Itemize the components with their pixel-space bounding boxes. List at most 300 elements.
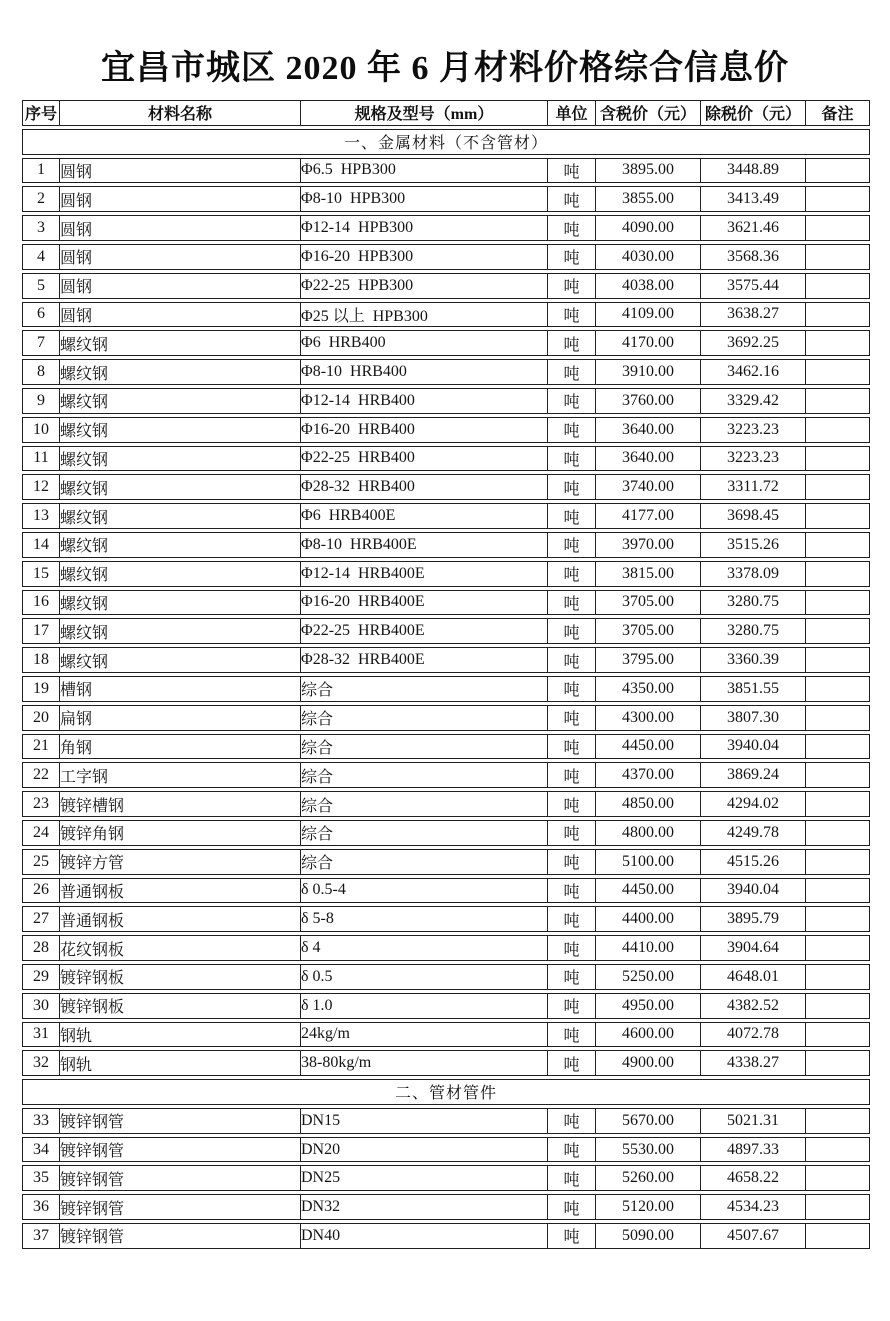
unit-cell: 吨 (548, 158, 596, 184)
row-number-cell: 19 (22, 676, 60, 702)
unit-cell: 吨 (548, 676, 596, 702)
row-number-cell: 22 (22, 762, 60, 788)
section-header: 二、管材管件 (22, 1079, 870, 1105)
tax-price-cell: 5090.00 (596, 1223, 701, 1249)
tax-price-cell: 5120.00 (596, 1194, 701, 1220)
material-name-cell: 螺纹钢 (60, 446, 301, 472)
net-price-cell: 3807.30 (701, 705, 806, 731)
tax-price-cell: 4370.00 (596, 762, 701, 788)
spec-model-cell: Φ12-14 HRB400 (301, 388, 548, 414)
material-name-cell: 镀锌钢管 (60, 1108, 301, 1134)
unit-cell: 吨 (548, 849, 596, 875)
table-row (22, 474, 870, 500)
table-row (22, 359, 870, 385)
net-price-cell: 3621.46 (701, 215, 806, 241)
row-number-cell: 4 (22, 244, 60, 270)
note-cell (806, 878, 870, 904)
row-number-cell: 34 (22, 1137, 60, 1163)
net-price-cell: 4534.23 (701, 1194, 806, 1220)
spec-model-cell: DN40 (301, 1223, 548, 1249)
net-price-cell: 3698.45 (701, 503, 806, 529)
row-number-cell: 11 (22, 446, 60, 472)
tax-price-cell: 3740.00 (596, 474, 701, 500)
table-row (22, 618, 870, 644)
unit-cell: 吨 (548, 273, 596, 299)
unit-cell: 吨 (548, 417, 596, 443)
row-number-cell: 26 (22, 878, 60, 904)
table-row (22, 1022, 870, 1048)
row-number-cell: 24 (22, 820, 60, 846)
spec-model-cell: Φ22-25 HRB400E (301, 618, 548, 644)
row-number-cell: 31 (22, 1022, 60, 1048)
note-cell (806, 186, 870, 212)
tax-price-cell: 4450.00 (596, 734, 701, 760)
row-number-cell: 3 (22, 215, 60, 241)
note-cell (806, 618, 870, 644)
tax-price-cell: 4600.00 (596, 1022, 701, 1048)
unit-cell: 吨 (548, 878, 596, 904)
spec-model-cell: Φ16-20 HRB400E (301, 590, 548, 616)
table-row (22, 532, 870, 558)
note-cell (806, 1137, 870, 1163)
spec-model-cell: 综合 (301, 676, 548, 702)
net-price-cell: 3638.27 (701, 302, 806, 328)
table-row (22, 302, 870, 328)
material-name-cell: 钢轨 (60, 1022, 301, 1048)
material-name-cell: 螺纹钢 (60, 618, 301, 644)
net-price-cell: 3448.89 (701, 158, 806, 184)
material-name-cell: 圆钢 (60, 158, 301, 184)
spec-model-cell: Φ22-25 HRB400 (301, 446, 548, 472)
table-row (22, 820, 870, 846)
material-name-cell: 螺纹钢 (60, 474, 301, 500)
spec-model-cell: Φ28-32 HRB400E (301, 647, 548, 673)
net-price-cell: 4507.67 (701, 1223, 806, 1249)
material-name-cell: 螺纹钢 (60, 330, 301, 356)
tax-price-cell: 3970.00 (596, 532, 701, 558)
table-row (22, 849, 870, 875)
net-price-cell: 3869.24 (701, 762, 806, 788)
note-cell (806, 1022, 870, 1048)
row-number-cell: 2 (22, 186, 60, 212)
material-name-cell: 镀锌方管 (60, 849, 301, 875)
note-cell (806, 417, 870, 443)
column-header: 除税价（元） (701, 100, 806, 126)
table-header-row (22, 100, 870, 126)
row-number-cell: 18 (22, 647, 60, 673)
spec-model-cell: δ 4 (301, 935, 548, 961)
note-cell (806, 503, 870, 529)
material-name-cell: 镀锌钢管 (60, 1223, 301, 1249)
table-row (22, 964, 870, 990)
unit-cell: 吨 (548, 215, 596, 241)
unit-cell: 吨 (548, 330, 596, 356)
note-cell (806, 244, 870, 270)
table-row (22, 186, 870, 212)
tax-price-cell: 4177.00 (596, 503, 701, 529)
unit-cell: 吨 (548, 388, 596, 414)
table-row (22, 215, 870, 241)
note-cell (806, 734, 870, 760)
unit-cell: 吨 (548, 906, 596, 932)
note-cell (806, 964, 870, 990)
spec-model-cell: Φ8-10 HRB400 (301, 359, 548, 385)
table-row (22, 1108, 870, 1134)
material-name-cell: 圆钢 (60, 302, 301, 328)
table-row (22, 878, 870, 904)
material-name-cell: 镀锌角钢 (60, 820, 301, 846)
net-price-cell: 4072.78 (701, 1022, 806, 1048)
spec-model-cell: Φ22-25 HPB300 (301, 273, 548, 299)
row-number-cell: 12 (22, 474, 60, 500)
unit-cell: 吨 (548, 244, 596, 270)
net-price-cell: 3413.49 (701, 186, 806, 212)
table-row (22, 561, 870, 587)
net-price-cell: 4515.26 (701, 849, 806, 875)
table-row (22, 1223, 870, 1249)
row-number-cell: 36 (22, 1194, 60, 1220)
net-price-cell: 3311.72 (701, 474, 806, 500)
tax-price-cell: 3855.00 (596, 186, 701, 212)
material-name-cell: 钢轨 (60, 1050, 301, 1076)
note-cell (806, 791, 870, 817)
table-row (22, 906, 870, 932)
unit-cell: 吨 (548, 1137, 596, 1163)
row-number-cell: 37 (22, 1223, 60, 1249)
net-price-cell: 3378.09 (701, 561, 806, 587)
row-number-cell: 14 (22, 532, 60, 558)
spec-model-cell: 综合 (301, 820, 548, 846)
material-name-cell: 普通钢板 (60, 878, 301, 904)
table-row (22, 1194, 870, 1220)
net-price-cell: 3904.64 (701, 935, 806, 961)
table-row (22, 244, 870, 270)
material-name-cell: 镀锌钢板 (60, 964, 301, 990)
spec-model-cell: 综合 (301, 849, 548, 875)
row-number-cell: 27 (22, 906, 60, 932)
tax-price-cell: 4450.00 (596, 878, 701, 904)
row-number-cell: 20 (22, 705, 60, 731)
spec-model-cell: DN32 (301, 1194, 548, 1220)
material-name-cell: 角钢 (60, 734, 301, 760)
unit-cell: 吨 (548, 935, 596, 961)
row-number-cell: 17 (22, 618, 60, 644)
row-number-cell: 23 (22, 791, 60, 817)
column-header: 含税价（元） (596, 100, 701, 126)
tax-price-cell: 4350.00 (596, 676, 701, 702)
note-cell (806, 1165, 870, 1191)
spec-model-cell: 24kg/m (301, 1022, 548, 1048)
table-row (22, 446, 870, 472)
note-cell (806, 273, 870, 299)
material-name-cell: 镀锌钢管 (60, 1137, 301, 1163)
unit-cell: 吨 (548, 503, 596, 529)
net-price-cell: 3940.04 (701, 878, 806, 904)
net-price-cell: 3851.55 (701, 676, 806, 702)
material-name-cell: 镀锌钢板 (60, 993, 301, 1019)
table-row (22, 1165, 870, 1191)
table-row (22, 676, 870, 702)
row-number-cell: 15 (22, 561, 60, 587)
row-number-cell: 35 (22, 1165, 60, 1191)
net-price-cell: 3895.79 (701, 906, 806, 932)
table-row (22, 158, 870, 184)
row-number-cell: 25 (22, 849, 60, 875)
table-row (22, 762, 870, 788)
table-row (22, 734, 870, 760)
unit-cell: 吨 (548, 1022, 596, 1048)
note-cell (806, 906, 870, 932)
table-row (22, 705, 870, 731)
tax-price-cell: 4400.00 (596, 906, 701, 932)
tax-price-cell: 3760.00 (596, 388, 701, 414)
spec-model-cell: Φ8-10 HPB300 (301, 186, 548, 212)
table-row (22, 388, 870, 414)
net-price-cell: 3280.75 (701, 590, 806, 616)
row-number-cell: 1 (22, 158, 60, 184)
table-body (22, 129, 870, 1249)
material-name-cell: 工字钢 (60, 762, 301, 788)
spec-model-cell: Φ25 以上 HPB300 (301, 302, 548, 328)
table-row (22, 590, 870, 616)
note-cell (806, 935, 870, 961)
spec-model-cell: Φ12-14 HPB300 (301, 215, 548, 241)
section-header: 一、金属材料（不含管材） (22, 129, 870, 155)
net-price-cell: 4648.01 (701, 964, 806, 990)
spec-model-cell: δ 1.0 (301, 993, 548, 1019)
material-price-table (22, 97, 870, 1252)
net-price-cell: 3280.75 (701, 618, 806, 644)
material-name-cell: 扁钢 (60, 705, 301, 731)
note-cell (806, 762, 870, 788)
table-row (22, 417, 870, 443)
net-price-cell: 4294.02 (701, 791, 806, 817)
spec-model-cell: Φ6 HRB400E (301, 503, 548, 529)
material-name-cell: 普通钢板 (60, 906, 301, 932)
row-number-cell: 29 (22, 964, 60, 990)
material-name-cell: 螺纹钢 (60, 503, 301, 529)
unit-cell: 吨 (548, 618, 596, 644)
material-name-cell: 圆钢 (60, 273, 301, 299)
material-name-cell: 螺纹钢 (60, 647, 301, 673)
note-cell (806, 993, 870, 1019)
table-row (22, 1050, 870, 1076)
column-header: 规格及型号（mm） (301, 100, 548, 126)
net-price-cell: 3515.26 (701, 532, 806, 558)
column-header: 序号 (22, 100, 60, 126)
row-number-cell: 5 (22, 273, 60, 299)
page-title: 宜昌市城区 2020 年 6 月材料价格综合信息价 (101, 50, 789, 87)
tax-price-cell: 4850.00 (596, 791, 701, 817)
unit-cell: 吨 (548, 964, 596, 990)
note-cell (806, 590, 870, 616)
table-row (22, 1137, 870, 1163)
material-name-cell: 圆钢 (60, 186, 301, 212)
note-cell (806, 676, 870, 702)
section-row (22, 129, 870, 155)
tax-price-cell: 4300.00 (596, 705, 701, 731)
spec-model-cell: 综合 (301, 734, 548, 760)
note-cell (806, 1194, 870, 1220)
section-row (22, 1079, 870, 1105)
unit-cell: 吨 (548, 1223, 596, 1249)
unit-cell: 吨 (548, 791, 596, 817)
spec-model-cell: 综合 (301, 705, 548, 731)
net-price-cell: 4658.22 (701, 1165, 806, 1191)
row-number-cell: 6 (22, 302, 60, 328)
net-price-cell: 5021.31 (701, 1108, 806, 1134)
material-name-cell: 镀锌钢管 (60, 1165, 301, 1191)
spec-model-cell: DN20 (301, 1137, 548, 1163)
tax-price-cell: 4410.00 (596, 935, 701, 961)
row-number-cell: 7 (22, 330, 60, 356)
note-cell (806, 446, 870, 472)
tax-price-cell: 4038.00 (596, 273, 701, 299)
material-name-cell: 螺纹钢 (60, 590, 301, 616)
row-number-cell: 13 (22, 503, 60, 529)
spec-model-cell: DN15 (301, 1108, 548, 1134)
unit-cell: 吨 (548, 993, 596, 1019)
spec-model-cell: δ 5-8 (301, 906, 548, 932)
note-cell (806, 215, 870, 241)
material-name-cell: 圆钢 (60, 244, 301, 270)
material-name-cell: 螺纹钢 (60, 561, 301, 587)
unit-cell: 吨 (548, 762, 596, 788)
spec-model-cell: δ 0.5-4 (301, 878, 548, 904)
table-row (22, 935, 870, 961)
material-name-cell: 螺纹钢 (60, 532, 301, 558)
tax-price-cell: 5530.00 (596, 1137, 701, 1163)
net-price-cell: 4338.27 (701, 1050, 806, 1076)
spec-model-cell: Φ6.5 HPB300 (301, 158, 548, 184)
spec-model-cell: Φ6 HRB400 (301, 330, 548, 356)
unit-cell: 吨 (548, 359, 596, 385)
note-cell (806, 388, 870, 414)
table-row (22, 330, 870, 356)
unit-cell: 吨 (548, 734, 596, 760)
net-price-cell: 4897.33 (701, 1137, 806, 1163)
net-price-cell: 3223.23 (701, 417, 806, 443)
table-row (22, 503, 870, 529)
table-row (22, 647, 870, 673)
spec-model-cell: Φ16-20 HRB400 (301, 417, 548, 443)
row-number-cell: 28 (22, 935, 60, 961)
tax-price-cell: 4030.00 (596, 244, 701, 270)
spec-model-cell: DN25 (301, 1165, 548, 1191)
tax-price-cell: 3705.00 (596, 618, 701, 644)
note-cell (806, 1050, 870, 1076)
spec-model-cell: Φ28-32 HRB400 (301, 474, 548, 500)
tax-price-cell: 4900.00 (596, 1050, 701, 1076)
unit-cell: 吨 (548, 1108, 596, 1134)
tax-price-cell: 3910.00 (596, 359, 701, 385)
net-price-cell: 3692.25 (701, 330, 806, 356)
column-header: 材料名称 (60, 100, 301, 126)
tax-price-cell: 3895.00 (596, 158, 701, 184)
unit-cell: 吨 (548, 1194, 596, 1220)
material-name-cell: 镀锌钢管 (60, 1194, 301, 1220)
material-name-cell: 螺纹钢 (60, 417, 301, 443)
tax-price-cell: 5260.00 (596, 1165, 701, 1191)
spec-model-cell: 综合 (301, 762, 548, 788)
row-number-cell: 30 (22, 993, 60, 1019)
tax-price-cell: 5670.00 (596, 1108, 701, 1134)
note-cell (806, 849, 870, 875)
spec-model-cell: 38-80kg/m (301, 1050, 548, 1076)
net-price-cell: 3223.23 (701, 446, 806, 472)
tax-price-cell: 4950.00 (596, 993, 701, 1019)
tax-price-cell: 5250.00 (596, 964, 701, 990)
spec-model-cell: Φ12-14 HRB400E (301, 561, 548, 587)
row-number-cell: 10 (22, 417, 60, 443)
note-cell (806, 1108, 870, 1134)
note-cell (806, 705, 870, 731)
column-header: 单位 (548, 100, 596, 126)
spec-model-cell: Φ8-10 HRB400E (301, 532, 548, 558)
unit-cell: 吨 (548, 820, 596, 846)
note-cell (806, 359, 870, 385)
unit-cell: 吨 (548, 532, 596, 558)
row-number-cell: 8 (22, 359, 60, 385)
note-cell (806, 647, 870, 673)
spec-model-cell: Φ16-20 HPB300 (301, 244, 548, 270)
note-cell (806, 1223, 870, 1249)
unit-cell: 吨 (548, 474, 596, 500)
tax-price-cell: 5100.00 (596, 849, 701, 875)
net-price-cell: 3360.39 (701, 647, 806, 673)
net-price-cell: 3329.42 (701, 388, 806, 414)
material-name-cell: 镀锌槽钢 (60, 791, 301, 817)
unit-cell: 吨 (548, 1050, 596, 1076)
unit-cell: 吨 (548, 561, 596, 587)
column-header: 备注 (806, 100, 870, 126)
tax-price-cell: 3640.00 (596, 417, 701, 443)
table-row (22, 791, 870, 817)
tax-price-cell: 3705.00 (596, 590, 701, 616)
spec-model-cell: 综合 (301, 791, 548, 817)
net-price-cell: 4382.52 (701, 993, 806, 1019)
material-name-cell: 螺纹钢 (60, 388, 301, 414)
unit-cell: 吨 (548, 1165, 596, 1191)
material-name-cell: 圆钢 (60, 215, 301, 241)
tax-price-cell: 4090.00 (596, 215, 701, 241)
row-number-cell: 9 (22, 388, 60, 414)
row-number-cell: 32 (22, 1050, 60, 1076)
row-number-cell: 16 (22, 590, 60, 616)
spec-model-cell: δ 0.5 (301, 964, 548, 990)
tax-price-cell: 4109.00 (596, 302, 701, 328)
unit-cell: 吨 (548, 647, 596, 673)
note-cell (806, 532, 870, 558)
unit-cell: 吨 (548, 302, 596, 328)
unit-cell: 吨 (548, 186, 596, 212)
unit-cell: 吨 (548, 590, 596, 616)
unit-cell: 吨 (548, 705, 596, 731)
net-price-cell: 4249.78 (701, 820, 806, 846)
tax-price-cell: 3795.00 (596, 647, 701, 673)
row-number-cell: 33 (22, 1108, 60, 1134)
material-name-cell: 螺纹钢 (60, 359, 301, 385)
note-cell (806, 302, 870, 328)
net-price-cell: 3568.36 (701, 244, 806, 270)
table-row (22, 993, 870, 1019)
material-name-cell: 花纹钢板 (60, 935, 301, 961)
note-cell (806, 561, 870, 587)
tax-price-cell: 4800.00 (596, 820, 701, 846)
net-price-cell: 3940.04 (701, 734, 806, 760)
net-price-cell: 3462.16 (701, 359, 806, 385)
note-cell (806, 330, 870, 356)
